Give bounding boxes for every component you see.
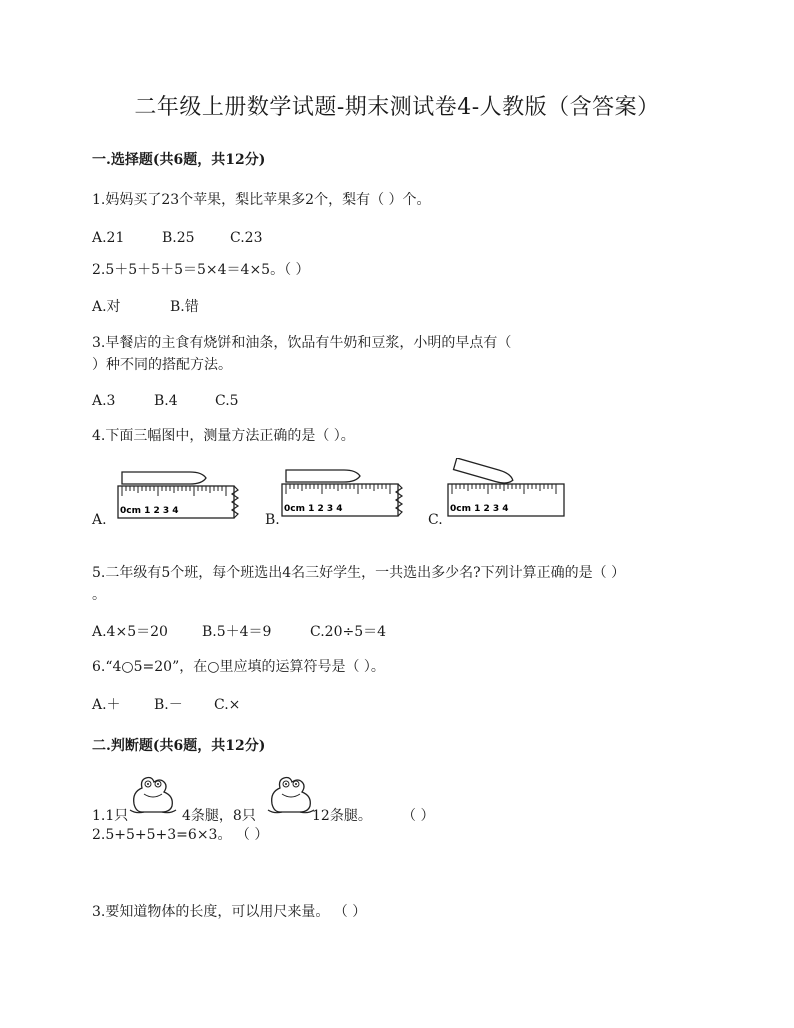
question-4: 4.下面三幅图中，测量方法正确的是（ ）。 <box>92 428 355 444</box>
question-1-options <box>92 228 262 248</box>
page-title: 二年级上册数学试题-期末测试卷4-人教版（含答案） <box>134 95 660 120</box>
option-b: B.4 <box>154 393 178 409</box>
question-3-line-2: ）种不同的搭配方法。 <box>92 357 232 373</box>
option-a: A. <box>92 512 107 528</box>
option-b: B. <box>265 512 280 528</box>
option-c: C.23 <box>230 230 263 246</box>
judgement-1-part-2: 4条腿，8只 <box>182 808 256 824</box>
frog-icon <box>128 774 178 816</box>
pencil-shape <box>122 472 206 484</box>
option-b: B.25 <box>162 230 195 246</box>
option-b: B.错 <box>170 299 199 315</box>
question-3-line-1: 3.早餐店的主食有烧饼和油条，饮品有牛奶和豆浆，小明的早点有（ <box>92 335 512 351</box>
ruler-scale-label: 0cm 1 2 3 4 <box>450 504 509 514</box>
ruler-scale-label: 0cm 1 2 3 4 <box>120 506 179 516</box>
judgement-1-part-1: 1.1只 <box>92 808 129 824</box>
question-5-line-1: 5.二年级有5个班，每个班选出4名三好学生，一共选出多少名?下列计算正确的是（ ） <box>92 565 626 581</box>
section-heading-text: 二.判断题(共6题，共12分) <box>92 738 266 754</box>
option-c: C. <box>428 512 443 528</box>
pencil-shape <box>286 470 360 482</box>
judgement-3: 3.要知道物体的长度，可以用尺来量。 （ ） <box>92 904 367 920</box>
section-heading-choice: 一.选择题(共6题，共12分) <box>92 152 266 168</box>
question-5-options <box>92 622 386 642</box>
option-c: C.× <box>214 697 241 713</box>
question-3-options <box>92 391 239 411</box>
option-a: A.＋ <box>92 697 121 713</box>
ruler-scale-label: 0cm 1 2 3 4 <box>284 504 343 514</box>
option-a: A.3 <box>92 393 116 409</box>
question-6: 6.“4○5=20”，在○里应填的运算符号是（ ）。 <box>92 659 385 675</box>
option-c: C.20÷5＝4 <box>310 624 387 640</box>
judgement-2: 2.5+5+5+3=6×3。 （ ） <box>92 827 269 843</box>
judgement-1-part-3: 12条腿。 <box>312 808 372 824</box>
question-2-options <box>92 297 199 317</box>
option-c: C.5 <box>215 393 239 409</box>
question-5-line-2: 。 <box>92 587 106 603</box>
question-1: 1.妈妈买了23个苹果，梨比苹果多2个，梨有（ ）个。 <box>92 192 431 208</box>
option-b: B.－ <box>154 697 183 713</box>
ruler-figure-b <box>278 464 408 524</box>
question-6-options <box>92 695 240 715</box>
question-2: 2.5＋5＋5＋5＝5×4＝4×5。（ ） <box>92 262 310 278</box>
frog-icon <box>266 774 316 816</box>
option-a: A.对 <box>92 299 121 315</box>
ruler-figure-c <box>444 458 574 524</box>
judgement-1-paren: （ ） <box>402 808 435 824</box>
option-a: A.4×5＝20 <box>92 624 168 640</box>
pencil-shape <box>454 458 515 486</box>
section-heading-judgement <box>92 736 265 756</box>
option-a: A.21 <box>92 230 125 246</box>
option-b: B.5＋4＝9 <box>202 624 272 640</box>
ruler-figure-a <box>110 464 240 524</box>
